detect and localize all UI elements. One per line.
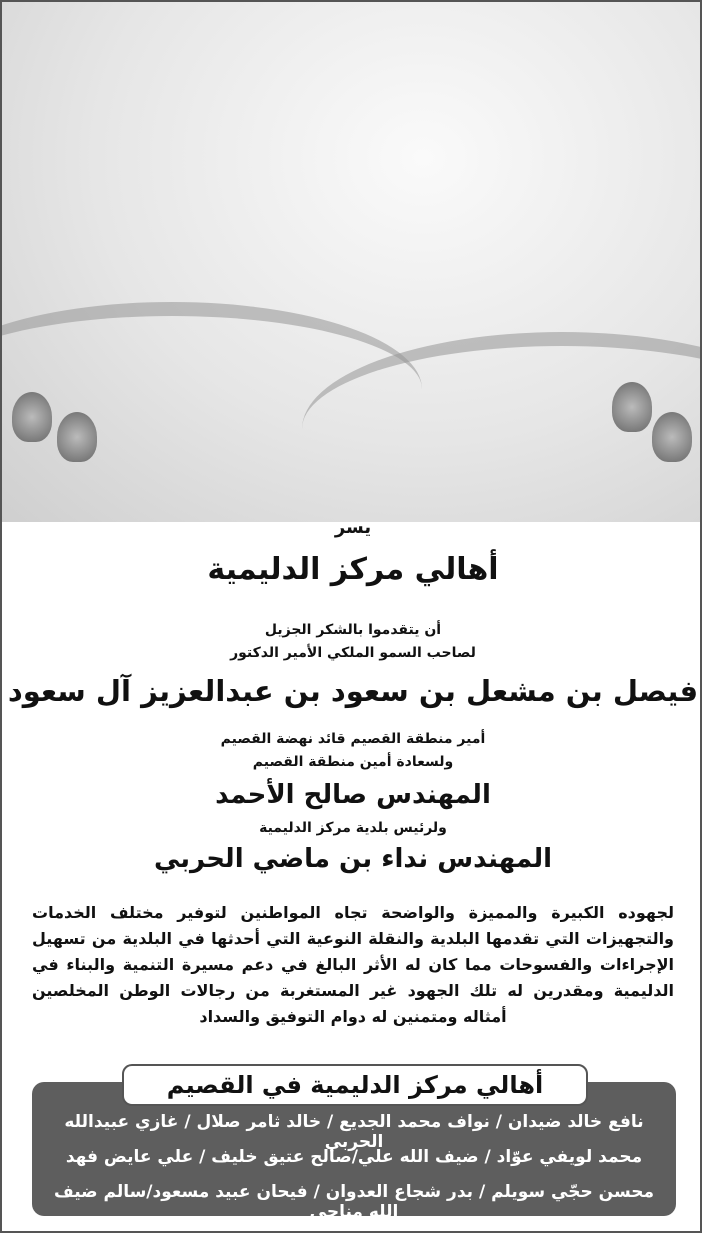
prince-name: فيصل بن مشعل بن سعود بن عبدالعزيز آل سعود bbox=[7, 674, 699, 708]
mayor-title-line: ولسعادة أمين منطقة القصيم bbox=[252, 754, 454, 770]
thanks-line: أن يتقدموا بالشكر الجزيل bbox=[264, 622, 442, 638]
main-title: أهالي مركز الدليمية bbox=[207, 552, 499, 587]
photo-banner bbox=[2, 2, 702, 522]
tulip-decoration bbox=[612, 382, 652, 432]
tulip-decoration bbox=[12, 392, 52, 442]
signers-title: أهالي مركز الدليمية في القصيم bbox=[122, 1064, 588, 1106]
head-title-line: ولرئيس بلدية مركز الدليمية bbox=[259, 820, 447, 836]
thanks-paragraph: لجهوده الكبيرة والمميزة والواضحة تجاه المواطنين لتوفير مختلف الخدمات والتجهيزات التي تقدمها البلدية والنقلة النوعية التي أحدثها في البلدية من تسهيل الإجراءات والفسوحات مما كان له الأثر البالغ في دعم مسيرة التنمية والبناء في الدليمية ومقدرين له تلك الجهود غير المستغربة من رجالات الوطن المخلصين أمثاله ومتمنين له دوام التوفيق والسداد bbox=[32, 903, 674, 1026]
tulip-decoration bbox=[57, 412, 97, 462]
municipality-head-name: المهندس نداء بن ماضي الحربي bbox=[153, 844, 553, 874]
signers-row: نافع خالد ضيدان / نواف محمد الجديع / خالد ثامر صلال / غازي عبيدالله الحربي bbox=[64, 1112, 644, 1152]
prince-position: أمير منطقة القصيم قائد نهضة القصيم bbox=[220, 731, 486, 747]
mayor-name: المهندس صالح الأحمد bbox=[215, 780, 491, 810]
signers-row: محسن حجّي سويلم / بدر شجاع العدوان / فيحان عبيد مسعود/سالم ضيف الله مناحي bbox=[53, 1182, 655, 1222]
signers-row: محمد لويفي عوّاد / ضيف الله علي/صالح عتيق خليف / علي عايض فهد bbox=[65, 1147, 643, 1167]
prince-title-line: لصاحب السمو الملكي الأمير الدكتور bbox=[230, 645, 476, 661]
intro-text: يسر bbox=[334, 517, 372, 538]
tulip-decoration bbox=[652, 412, 692, 462]
